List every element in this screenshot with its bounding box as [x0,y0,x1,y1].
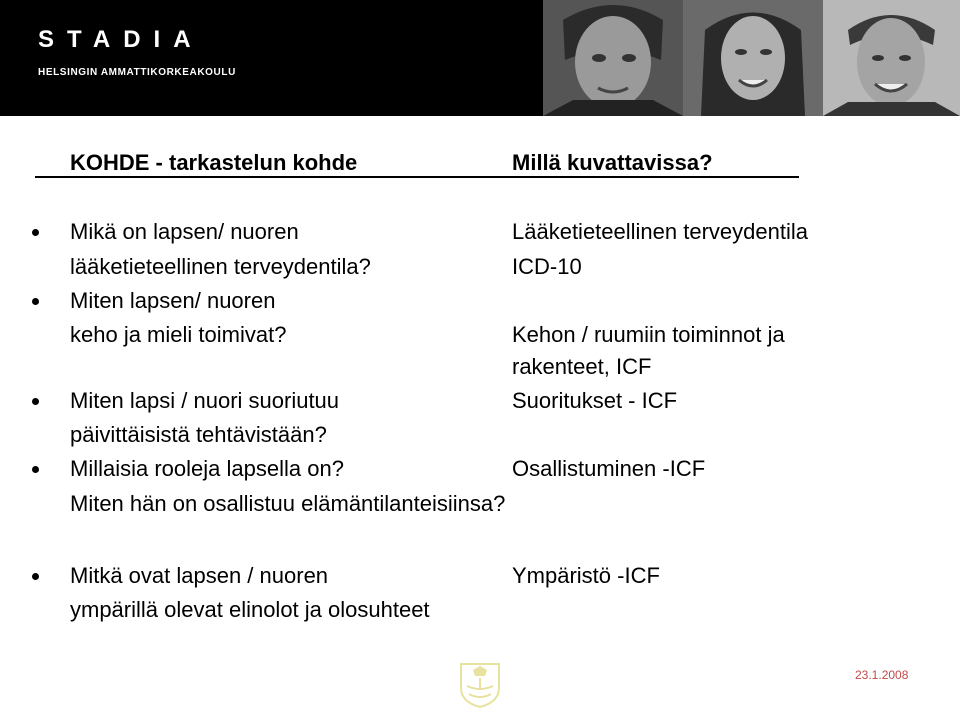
row8-right: Osallistuminen -ICF [512,456,706,481]
row7-left: päivittäisistä tehtävistään? [70,422,327,447]
slide-date: 23.1.2008 [855,668,909,682]
row5-right: rakenteet, ICF [512,354,652,379]
row1-right: Lääketieteellinen terveydentila [512,219,808,244]
bullet [32,398,39,405]
student-photo-1 [543,0,683,116]
header-band [0,0,960,116]
heading-underline [35,176,799,178]
row6-left: Miten lapsi / nuori suoriutuu [70,388,340,413]
helsinki-crest-icon [457,662,503,713]
heading-method: Millä kuvattavissa? [512,150,713,175]
row9-left: Miten hän on osallistuu elämäntilanteisiinsa? [70,491,506,516]
row4-right: Kehon / ruumiin toiminnot ja [512,322,785,347]
logo-subtitle: HELSINGIN AMMATTIKORKEAKOULU [38,67,236,78]
logo-word: STADIA [38,26,204,53]
row8-left: Millaisia rooleja lapsella on? [70,456,344,481]
stadia-logo [38,28,236,78]
bullet [32,466,39,473]
student-photo-3 [823,0,960,116]
bullet [32,229,39,236]
row11-left: ympärillä olevat elinolot ja olosuhteet [70,597,430,622]
heading-target: KOHDE - tarkastelun kohde [70,150,358,175]
row10-right: Ympäristö -ICF [512,563,660,588]
row1-left: Mikä on lapsen/ nuoren [70,219,299,244]
row10-left: Mitkä ovat lapsen / nuoren [70,563,329,588]
student-photo-2 [683,0,823,116]
row6-right: Suoritukset - ICF [512,388,678,413]
row2-left: lääketieteellinen terveydentila? [70,254,371,279]
bullet [32,298,39,305]
row3-left: Miten lapsen/ nuoren [70,288,276,313]
row4-left: keho ja mieli toimivat? [70,322,287,347]
bullet [32,573,39,580]
row2-right: ICD-10 [512,254,582,279]
